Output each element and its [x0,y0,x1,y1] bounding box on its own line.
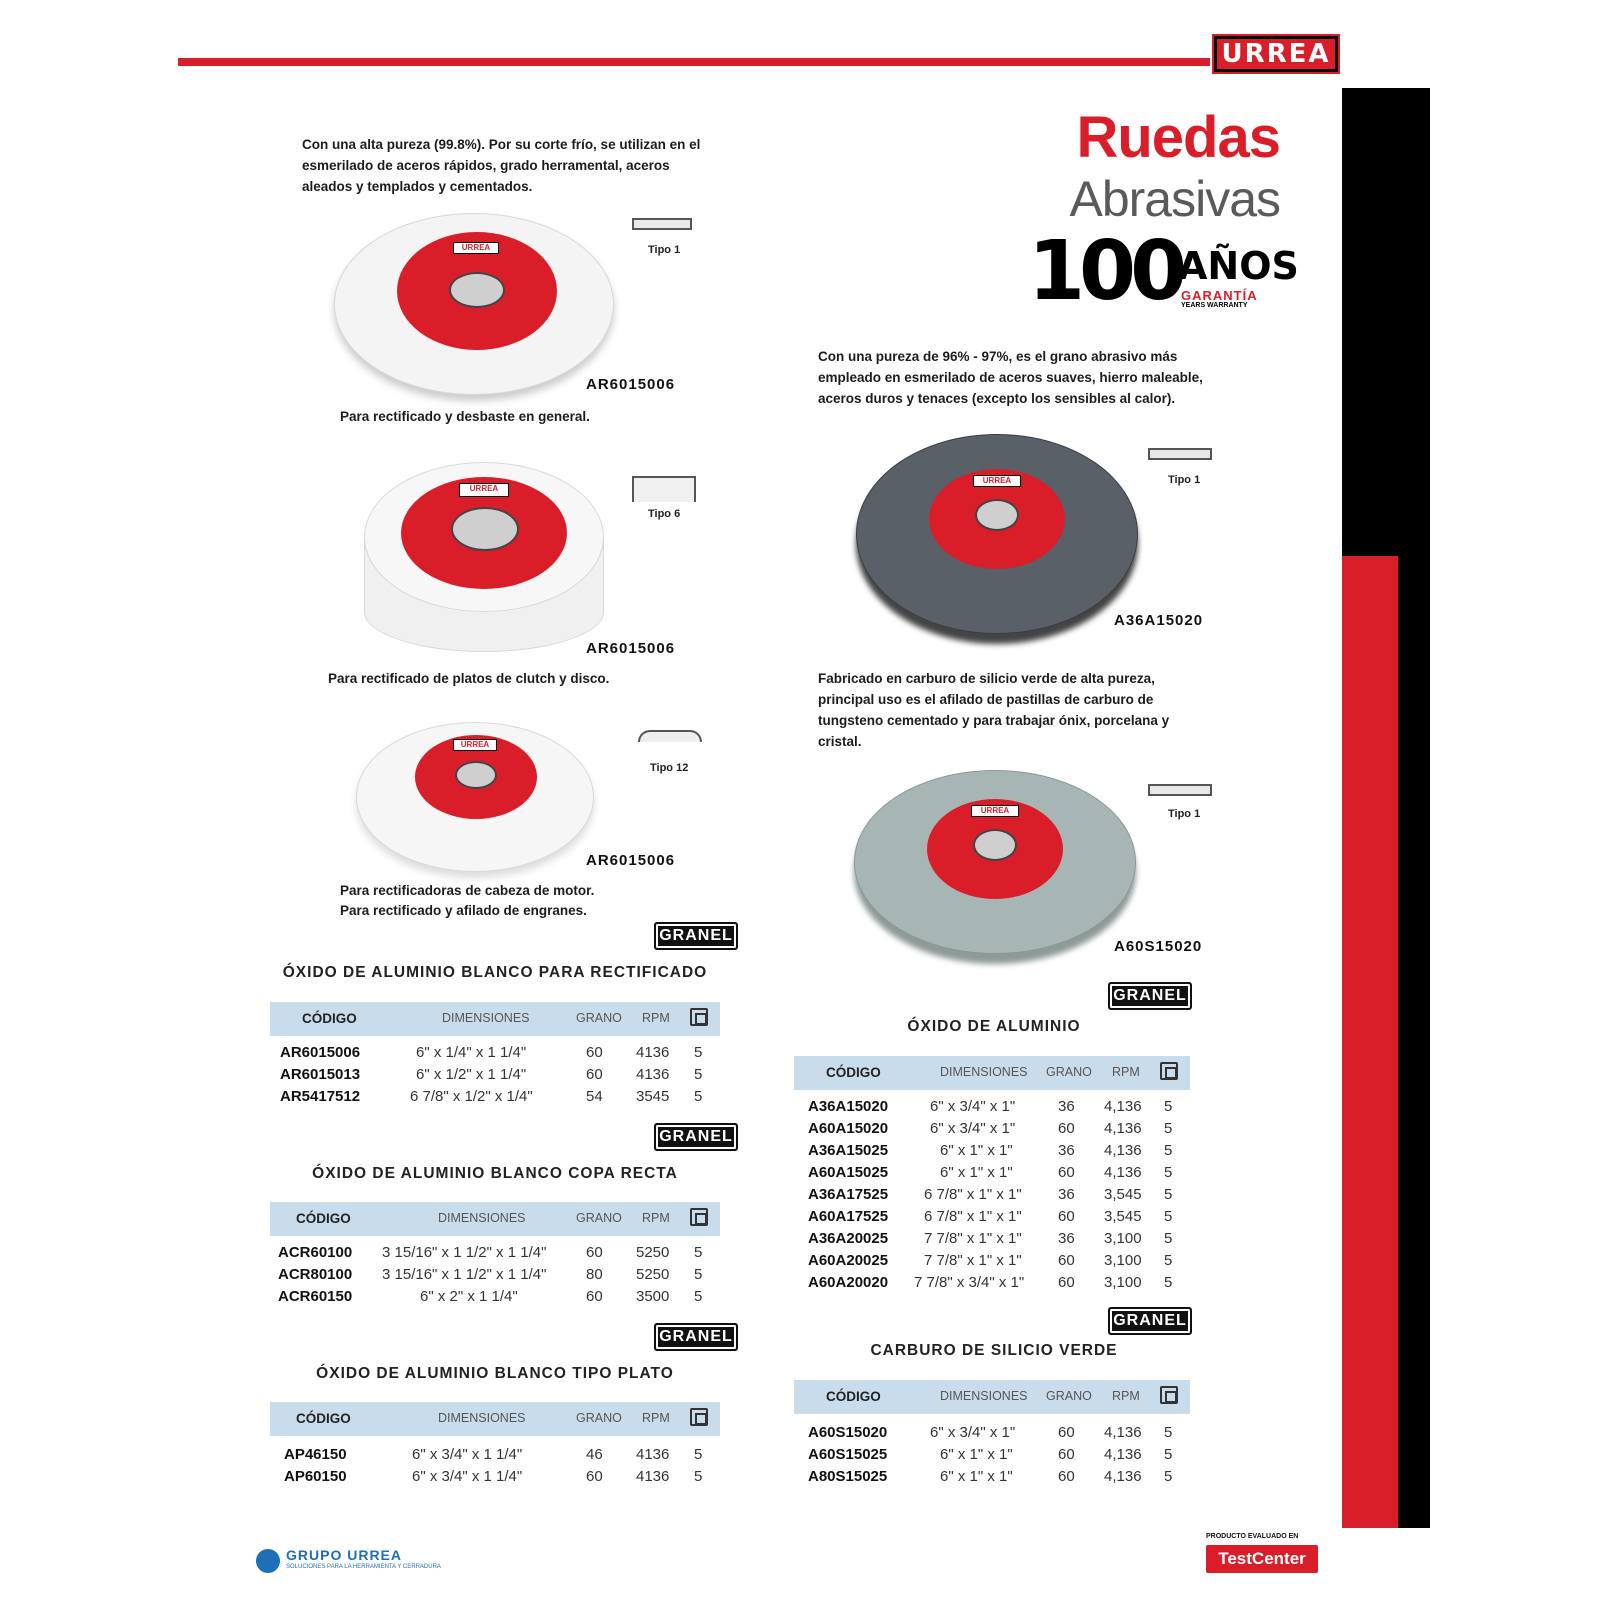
table-title: ÓXIDO DE ALUMINIO BLANCO COPA RECTA [312,1165,678,1182]
warranty-years: AÑOS [1178,244,1299,288]
cell-pack: 5 [1164,1186,1173,1203]
header-rpm: RPM [642,1011,670,1025]
cell-rpm: 4,136 [1104,1424,1142,1441]
header-grain: GRANO [1046,1065,1092,1079]
page-subtitle: Abrasivas [1069,171,1280,227]
header-dims: DIMENSIONES [940,1389,1028,1403]
wheel-hole [449,272,505,308]
table-row [270,1088,720,1110]
wheel-image-type12-white [356,722,594,872]
wheel-logo: URREA [971,805,1019,817]
package-icon [690,1208,708,1226]
cell-rpm: 3,545 [1104,1208,1142,1225]
table-header [270,1002,720,1036]
cell-dims: 6" x 1" x 1" [940,1468,1013,1485]
cell-code: AR6015006 [280,1044,361,1061]
cell-pack: 5 [1164,1424,1173,1441]
table-row [270,1446,720,1468]
cell-rpm: 4136 [636,1066,670,1083]
tipo-label: Tipo 12 [650,762,689,774]
cell-grain: 60 [586,1288,603,1305]
table-row [270,1044,720,1066]
table-row [794,1142,1190,1164]
cell-dims: 3 15/16" x 1 1/2" x 1 1/4" [382,1244,547,1261]
tipo-label: Tipo 1 [1168,474,1201,486]
grupo-urrea-tagline: SOLUCIONES PARA LA HERRAMIENTA Y CERRADURA [286,1564,441,1570]
urrea-logo: URREA [1214,36,1338,72]
evaluated-label: PRODUCTO EVALUADO EN [1206,1533,1299,1540]
side-band-accent [1342,556,1398,1528]
cell-grain: 36 [1058,1186,1075,1203]
package-icon [690,1008,708,1026]
table-row [270,1468,720,1490]
cell-grain: 60 [1058,1424,1075,1441]
cell-rpm: 4,136 [1104,1142,1142,1159]
cell-grain: 60 [1058,1446,1075,1463]
table-row [270,1244,720,1266]
cell-code: A60A15020 [808,1120,889,1137]
granel-badge: GRANEL [1108,982,1192,1010]
table-title: CARBURO DE SILICIO VERDE [870,1342,1118,1359]
product-code: AR6015006 [586,852,676,869]
cell-grain: 54 [586,1088,603,1105]
cell-dims: 7 7/8" x 1" x 1" [924,1252,1022,1269]
cell-pack: 5 [1164,1468,1173,1485]
wheel-hole [451,507,519,551]
cell-dims: 6" x 3/4" x 1" [930,1120,1016,1137]
table-row [794,1230,1190,1252]
cell-dims: 6" x 3/4" x 1" [930,1424,1016,1441]
header-rule [178,58,1210,66]
cell-grain: 60 [586,1044,603,1061]
cell-rpm: 4136 [636,1468,670,1485]
granel-badge: GRANEL [654,1323,738,1351]
cell-grain: 60 [1058,1252,1075,1269]
table-title: ÓXIDO DE ALUMINIO [907,1018,1081,1035]
header-rpm: RPM [642,1411,670,1425]
table-row [794,1468,1190,1490]
product-code: A60S15020 [1114,938,1203,955]
table-body [270,1044,720,1114]
tipo-label: Tipo 1 [1168,808,1201,820]
grupo-urrea-logo: GRUPO URREA [286,1547,403,1563]
cell-rpm: 3,545 [1104,1186,1142,1203]
wheel-logo: URREA [459,483,509,497]
cell-grain: 60 [1058,1468,1075,1485]
header-grain: GRANO [576,1011,622,1025]
wheel-label [401,477,567,589]
cell-grain: 36 [1058,1142,1075,1159]
cell-rpm: 4,136 [1104,1446,1142,1463]
table-row [794,1186,1190,1208]
cell-pack: 5 [1164,1164,1173,1181]
product-code: A36A15020 [1114,612,1204,629]
cell-pack: 5 [1164,1274,1173,1291]
cell-dims: 6" x 1" x 1" [940,1164,1013,1181]
cell-rpm: 4136 [636,1044,670,1061]
cell-dims: 6 7/8" x 1" x 1" [924,1186,1022,1203]
cell-code: A60A15025 [808,1164,889,1181]
product-caption: Para rectificado y desbaste en general. [340,409,590,424]
right-intro-text-2: Fabricado en carburo de silicio verde de alta pureza, principal uso es el afilado de pastillas de carburo de tungsteno cementado y para trabajar ónix, porcelana y cristal. [818,671,1170,749]
cell-rpm: 3500 [636,1288,670,1305]
table-body [794,1424,1190,1494]
package-icon [690,1408,708,1426]
table-body [794,1098,1190,1298]
cell-dims: 6" x 1/2" x 1 1/4" [416,1066,527,1083]
cell-dims: 6" x 1/4" x 1 1/4" [416,1044,527,1061]
testcenter-logo: TestCenter [1206,1545,1318,1573]
cell-pack: 5 [1164,1208,1173,1225]
profile-type1-icon [632,218,692,230]
cell-pack: 5 [1164,1120,1173,1137]
product-caption: Para rectificadoras de cabeza de motor. [340,883,595,898]
table-row [794,1164,1190,1186]
cell-rpm: 5250 [636,1266,670,1283]
cell-dims: 6" x 2" x 1 1/4" [420,1288,518,1305]
table-row [794,1120,1190,1142]
cell-dims: 6" x 3/4" x 1" [930,1098,1016,1115]
cell-grain: 46 [586,1446,603,1463]
wheel-label [929,469,1065,569]
cell-dims: 3 15/16" x 1 1/2" x 1 1/4" [382,1266,547,1283]
table-row [794,1446,1190,1468]
product-caption: Para rectificado y afilado de engranes. [340,903,587,918]
wheel-image-type1-white [334,213,614,395]
package-icon [1160,1062,1178,1080]
table-header [794,1056,1190,1090]
table-row [794,1274,1190,1296]
cell-code: A36A17525 [808,1186,889,1203]
cell-dims: 6 7/8" x 1" x 1" [924,1208,1022,1225]
table-row [794,1208,1190,1230]
cell-rpm: 4136 [636,1446,670,1463]
cell-dims: 7 7/8" x 1" x 1" [924,1230,1022,1247]
wheel-logo: URREA [453,242,499,254]
cell-dims: 6" x 1" x 1" [940,1446,1013,1463]
table-header [794,1380,1190,1414]
cell-pack: 5 [694,1446,703,1463]
profile-type6-icon [632,476,696,502]
table-row [794,1252,1190,1274]
header-rpm: RPM [1112,1065,1140,1079]
wheel-hole [973,829,1017,861]
cell-pack: 5 [694,1468,703,1485]
cell-dims: 6" x 3/4" x 1 1/4" [412,1446,523,1463]
cell-pack: 5 [694,1088,703,1105]
header-dims: DIMENSIONES [438,1411,526,1425]
cell-code: A60A20020 [808,1274,889,1291]
cell-code: A36A20025 [808,1230,889,1247]
table-row [270,1288,720,1310]
cell-pack: 5 [1164,1142,1173,1159]
cell-pack: 5 [694,1266,703,1283]
cell-dims: 6" x 3/4" x 1 1/4" [412,1468,523,1485]
table-header [270,1402,720,1436]
table-row [794,1424,1190,1446]
cell-rpm: 3,100 [1104,1274,1142,1291]
cell-rpm: 4,136 [1104,1164,1142,1181]
cell-code: A60S15025 [808,1446,888,1463]
cell-rpm: 3,100 [1104,1230,1142,1247]
cell-code: AP46150 [284,1446,347,1463]
cell-grain: 60 [586,1244,603,1261]
table-body [270,1244,720,1314]
granel-badge: GRANEL [654,1123,738,1151]
cell-code: A36A15025 [808,1142,889,1159]
product-caption: Para rectificado de platos de clutch y disco. [328,671,610,686]
header-dims: DIMENSIONES [438,1211,526,1225]
cell-grain: 60 [1058,1120,1075,1137]
table-row [270,1066,720,1088]
header-code: CÓDIGO [296,1411,351,1426]
cell-grain: 80 [586,1266,603,1283]
cell-rpm: 4,136 [1104,1098,1142,1115]
cell-code: AR6015013 [280,1066,361,1083]
cell-code: A60A20025 [808,1252,889,1269]
table-row [270,1266,720,1288]
cell-grain: 60 [586,1468,603,1485]
cell-pack: 5 [694,1288,703,1305]
cell-code: A60S15020 [808,1424,888,1441]
cell-rpm: 4,136 [1104,1468,1142,1485]
cell-pack: 5 [1164,1446,1173,1463]
cell-code: A60A17525 [808,1208,889,1225]
profile-type1-icon [1148,784,1212,796]
profile-type12-icon [638,730,702,742]
header-code: CÓDIGO [826,1389,881,1404]
cell-dims: 7 7/8" x 3/4" x 1" [914,1274,1025,1291]
page-title: Ruedas [1076,105,1280,170]
wheel-hole [455,761,497,789]
cell-code: AR5417512 [280,1088,361,1105]
cell-rpm: 3,100 [1104,1252,1142,1269]
product-code: AR6015006 [586,640,676,657]
cell-grain: 36 [1058,1230,1075,1247]
cell-grain: 60 [1058,1208,1075,1225]
warranty-badge [1028,224,1299,320]
header-rpm: RPM [642,1211,670,1225]
wheel-label [415,735,537,819]
table-row [794,1098,1190,1120]
header-rpm: RPM [1112,1389,1140,1403]
table-body [270,1446,720,1494]
header-grain: GRANO [576,1411,622,1425]
tipo-label: Tipo 6 [648,508,681,520]
cell-code: A80S15025 [808,1468,888,1485]
cell-code: ACR60150 [278,1288,353,1305]
wheel-hole [975,499,1019,531]
header-code: CÓDIGO [302,1011,357,1026]
wheel-logo: URREA [453,739,497,751]
wheel-label [397,232,557,350]
cell-grain: 60 [586,1066,603,1083]
cell-pack: 5 [694,1066,703,1083]
header-grain: GRANO [576,1211,622,1225]
header-dims: DIMENSIONES [442,1011,530,1025]
cell-dims: 6 7/8" x 1/2" x 1/4" [410,1088,533,1105]
wheel-label [927,799,1063,899]
cell-pack: 5 [694,1044,703,1061]
cell-grain: 60 [1058,1274,1075,1291]
table-title: ÓXIDO DE ALUMINIO BLANCO TIPO PLATO [316,1365,674,1382]
wheel-image-type6-white [364,462,604,612]
cell-pack: 5 [1164,1230,1173,1247]
package-icon [1160,1386,1178,1404]
cell-dims: 6" x 1" x 1" [940,1142,1013,1159]
header-code: CÓDIGO [296,1211,351,1226]
product-code: AR6015006 [586,376,676,393]
cell-pack: 5 [694,1244,703,1261]
cell-pack: 5 [1164,1098,1173,1115]
wheel-logo: URREA [973,475,1021,487]
grupo-urrea-logo-icon [256,1549,280,1573]
warranty-number: 100 [1028,224,1182,319]
table-header [270,1202,720,1236]
left-intro-text: Con una alta pureza (99.8%). Por su corte frío, se utilizan en el esmerilado de aceros rápidos, grado herramental, aceros aleados y templados y cementados. [302,137,701,194]
profile-type1-icon [1148,448,1212,460]
granel-badge: GRANEL [1108,1307,1192,1335]
wheel-image-gray [856,434,1138,634]
cell-code: ACR60100 [278,1244,353,1261]
cell-grain: 60 [1058,1164,1075,1181]
granel-badge: GRANEL [654,922,738,950]
warranty-english: YEARS WARRANTY [1181,302,1248,309]
tipo-label: Tipo 1 [648,244,681,256]
cell-rpm: 3545 [636,1088,670,1105]
table-title: ÓXIDO DE ALUMINIO BLANCO PARA RECTIFICADO [282,964,708,981]
cell-rpm: 4,136 [1104,1120,1142,1137]
cell-code: ACR80100 [278,1266,353,1283]
header-dims: DIMENSIONES [940,1065,1028,1079]
cell-rpm: 5250 [636,1244,670,1261]
header-code: CÓDIGO [826,1065,881,1080]
cell-code: AP60150 [284,1468,347,1485]
wheel-image-green [854,770,1136,954]
header-grain: GRANO [1046,1389,1092,1403]
cell-code: A36A15020 [808,1098,889,1115]
warranty-label: GARANTÍA [1181,288,1258,303]
right-intro-text: Con una pureza de 96% - 97%, es el grano abrasivo más empleado en esmerilado de aceros suaves, hierro maleable, aceros duros y tenaces (excepto los sensibles al calor). [818,349,1203,406]
cell-pack: 5 [1164,1252,1173,1269]
cell-grain: 36 [1058,1098,1075,1115]
